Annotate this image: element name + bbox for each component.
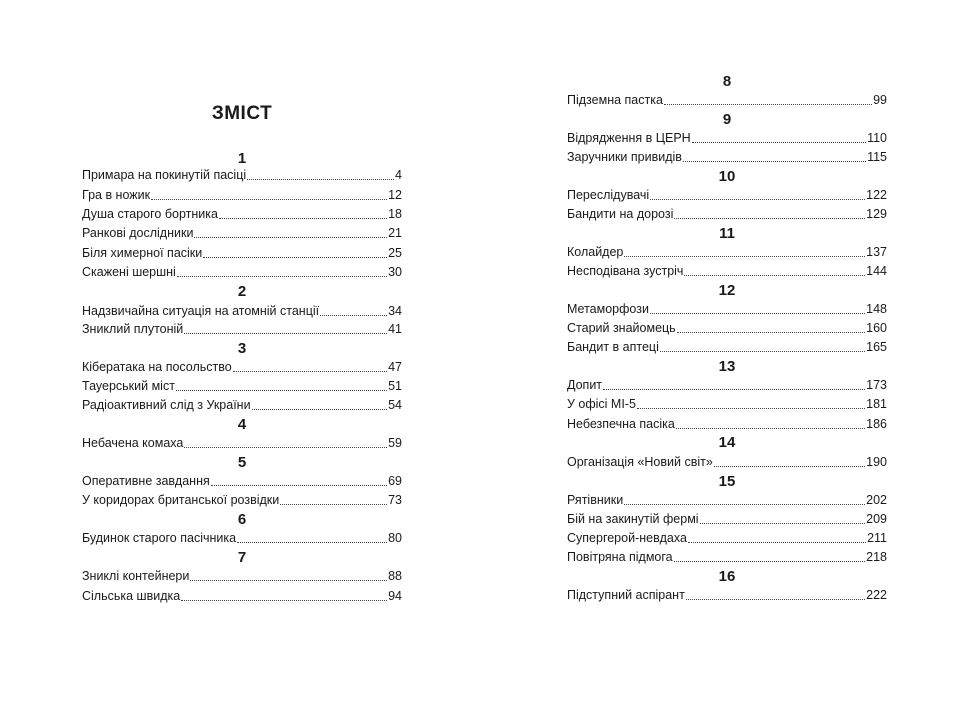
toc-entry-page: 137 — [866, 245, 887, 259]
toc-entry[interactable] — [567, 393, 887, 412]
toc-entry[interactable] — [567, 451, 887, 470]
toc-entry-page: 181 — [866, 397, 887, 411]
dot-leader — [603, 389, 865, 390]
chapter-number: 11 — [719, 225, 735, 242]
toc-entry-title: Відрядження в ЦЕРН — [567, 131, 691, 145]
dot-leader — [684, 275, 865, 276]
toc-entry-title: Колайдер — [567, 245, 624, 259]
toc-entry[interactable] — [82, 222, 402, 241]
toc-entry-title: Ранкові дослідники — [82, 226, 194, 240]
toc-entry-page: 218 — [866, 550, 887, 564]
toc-entry[interactable] — [82, 356, 402, 375]
toc-entry[interactable] — [567, 317, 887, 336]
toc-entry-title: Бій на закинутій фермі — [567, 512, 699, 526]
toc-entry-page: 186 — [866, 417, 887, 431]
toc-entry[interactable] — [567, 508, 887, 527]
toc-entry-title: У коридорах британської розвідки — [82, 493, 280, 507]
toc-entry-page: 122 — [866, 188, 887, 202]
toc-entry-page: 148 — [866, 302, 887, 316]
toc-entry-title: Рятівники — [567, 493, 624, 507]
dot-leader — [660, 351, 865, 352]
toc-entry-title: Душа старого бортника — [82, 207, 218, 221]
toc-entry-title: Повітряна підмога — [567, 550, 673, 564]
toc-entry-page: 88 — [388, 569, 402, 583]
toc-entry[interactable] — [82, 489, 402, 508]
toc-entry-title: Радіоактивний слід з України — [82, 398, 251, 412]
toc-entry[interactable] — [82, 375, 402, 394]
toc-entry[interactable] — [82, 300, 402, 319]
toc-entry-page: 110 — [867, 131, 887, 145]
toc-entry[interactable] — [82, 527, 402, 546]
dot-leader — [674, 561, 866, 562]
toc-title: ЗМІСТ — [211, 103, 273, 124]
toc-entry[interactable] — [82, 318, 402, 337]
dot-leader — [203, 257, 387, 258]
toc-entry-page: 41 — [388, 322, 402, 336]
toc-entry-page: 209 — [866, 512, 887, 526]
dot-leader — [637, 408, 865, 409]
toc-entry[interactable] — [567, 336, 887, 355]
toc-entry[interactable] — [82, 432, 402, 451]
dot-leader — [247, 179, 394, 180]
chapter-number: 13 — [718, 358, 736, 375]
toc-entry[interactable] — [567, 489, 887, 508]
toc-entry[interactable] — [567, 298, 887, 317]
dot-leader — [184, 333, 387, 334]
dot-leader — [650, 313, 865, 314]
toc-entry[interactable] — [82, 585, 402, 604]
toc-entry-title: Надзвичайна ситуація на атомній станції — [82, 304, 320, 318]
toc-entry-page: 59 — [388, 436, 402, 450]
toc-entry-page: 18 — [388, 207, 402, 221]
toc-entry-title: Організація «Новий світ» — [567, 455, 713, 469]
dot-leader — [190, 580, 387, 581]
toc-entry-title: Будинок старого пасічника — [82, 531, 237, 545]
chapter-number: 14 — [718, 434, 736, 451]
dot-leader — [686, 599, 865, 600]
toc-entry-title: Бандит в аптеці — [567, 340, 659, 354]
dot-leader — [676, 428, 865, 429]
chapter-number: 8 — [722, 73, 732, 90]
toc-entry-title: Підземна пастка — [567, 93, 663, 107]
toc-entry[interactable] — [567, 184, 887, 203]
dot-leader — [151, 199, 387, 200]
toc-entry[interactable] — [82, 242, 402, 261]
toc-entry-page: 21 — [388, 226, 402, 240]
toc-entry-page: 69 — [388, 474, 402, 488]
chapter-number: 6 — [237, 511, 247, 528]
toc-entry-page: 115 — [867, 150, 887, 164]
toc-entry-page: 80 — [388, 531, 402, 545]
dot-leader — [176, 390, 387, 391]
toc-entry-page: 25 — [388, 246, 402, 260]
toc-entry-title: У офісі МІ-5 — [567, 397, 636, 411]
toc-entry-page: 173 — [866, 378, 887, 392]
toc-entry-page: 99 — [873, 93, 887, 107]
dot-leader — [624, 504, 865, 505]
dot-leader — [184, 447, 387, 448]
toc-entry-page: 54 — [388, 398, 402, 412]
toc-entry-page: 4 — [395, 168, 402, 182]
chapter-number: 3 — [237, 340, 247, 357]
toc-entry-title: Гра в ножик — [82, 188, 151, 202]
toc-entry[interactable] — [567, 584, 887, 603]
toc-entry-page: 222 — [866, 588, 887, 602]
toc-entry[interactable] — [82, 565, 402, 584]
toc-entry[interactable] — [567, 260, 887, 279]
toc-entry-page: 211 — [867, 531, 887, 545]
toc-entry-title: Кібератака на посольство — [82, 360, 232, 374]
toc-entry-title: Підступний аспірант — [567, 588, 685, 602]
toc-entry-title: Супергерой-невдаха — [567, 531, 687, 545]
toc-entry-title: Несподівана зустріч — [567, 264, 684, 278]
dot-leader — [177, 276, 387, 277]
toc-entry-title: Метаморфози — [567, 302, 649, 316]
dot-leader — [320, 315, 387, 316]
dot-leader — [714, 466, 865, 467]
toc-entry-title: Старий знайомець — [567, 321, 676, 335]
chapter-number: 15 — [718, 473, 736, 490]
dot-leader — [650, 199, 865, 200]
dot-leader — [280, 504, 387, 505]
toc-entry-title: Заручники привидів — [567, 150, 682, 164]
toc-entry[interactable] — [567, 89, 887, 108]
chapter-number: 12 — [718, 282, 736, 299]
toc-entry-title: Сільська швидка — [82, 589, 181, 603]
dot-leader — [252, 409, 388, 410]
dot-leader — [688, 542, 866, 543]
toc-entry-title: Бандити на дорозі — [567, 207, 674, 221]
dot-leader — [674, 218, 865, 219]
toc-entry[interactable] — [567, 546, 887, 565]
dot-leader — [219, 218, 387, 219]
dot-leader — [181, 600, 387, 601]
toc-entry-title: Тауерський міст — [82, 379, 175, 393]
toc-entry-page: 73 — [388, 493, 402, 507]
toc-entry-page: 129 — [866, 207, 887, 221]
toc-entry-page: 30 — [388, 265, 402, 279]
dot-leader — [194, 237, 387, 238]
toc-entry[interactable] — [567, 527, 887, 546]
chapter-number: 1 — [237, 150, 247, 167]
toc-entry-title: Небезпечна пасіка — [567, 417, 675, 431]
toc-entry[interactable] — [567, 127, 887, 146]
toc-entry[interactable] — [567, 203, 887, 222]
toc-entry-title: Примара на покинутій пасіці — [82, 168, 247, 182]
chapter-number: 4 — [237, 416, 247, 433]
dot-leader — [211, 485, 387, 486]
toc-entry[interactable] — [567, 413, 887, 432]
dot-leader — [683, 161, 866, 162]
dot-leader — [700, 523, 866, 524]
dot-leader — [664, 104, 872, 105]
toc-entry-page: 165 — [866, 340, 887, 354]
chapter-number: 9 — [722, 111, 732, 128]
toc-entry-page: 12 — [388, 188, 402, 202]
toc-entry[interactable] — [82, 184, 402, 203]
toc-entry-title: Допит — [567, 378, 603, 392]
toc-entry-page: 51 — [388, 379, 402, 393]
toc-entry-page: 160 — [866, 321, 887, 335]
toc-entry-title: Зниклий плутоній — [82, 322, 184, 336]
toc-entry-page: 94 — [388, 589, 402, 603]
toc-entry[interactable] — [82, 394, 402, 413]
chapter-number: 2 — [237, 283, 247, 300]
toc-entry-title: Оперативне завдання — [82, 474, 210, 488]
chapter-number: 7 — [237, 549, 247, 566]
dot-leader — [237, 542, 387, 543]
toc-entry-title: Переслідувачі — [567, 188, 650, 202]
toc-entry[interactable] — [82, 164, 402, 183]
toc-entry[interactable] — [567, 374, 887, 393]
toc-entry-title: Скажені шершні — [82, 265, 176, 279]
chapter-number: 10 — [718, 168, 736, 185]
dot-leader — [677, 332, 865, 333]
toc-entry-title: Біля химерної пасіки — [82, 246, 203, 260]
toc-entry-title: Зниклі контейнери — [82, 569, 190, 583]
toc-entry[interactable] — [82, 203, 402, 222]
chapter-number: 16 — [718, 568, 736, 585]
dot-leader — [692, 142, 866, 143]
toc-entry[interactable] — [82, 470, 402, 489]
toc-entry-page: 144 — [866, 264, 887, 278]
toc-entry-page: 202 — [866, 493, 887, 507]
dot-leader — [624, 256, 865, 257]
toc-entry-title: Небачена комаха — [82, 436, 184, 450]
toc-entry-page: 34 — [388, 304, 402, 318]
dot-leader — [233, 371, 387, 372]
toc-entry[interactable] — [567, 146, 887, 165]
toc-entry[interactable] — [567, 241, 887, 260]
toc-entry-page: 190 — [866, 455, 887, 469]
chapter-number: 5 — [237, 454, 247, 471]
toc-entry-page: 47 — [388, 360, 402, 374]
toc-entry[interactable] — [82, 261, 402, 280]
